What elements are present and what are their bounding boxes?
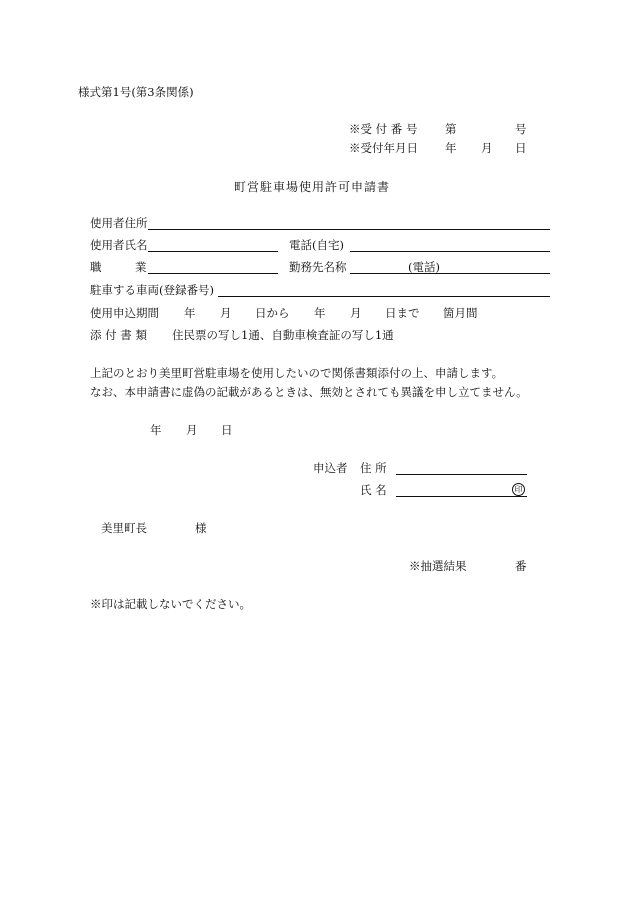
seal-mark: 印 [512,483,525,496]
statement-line-1: 上記のとおり美里町営駐車場を使用したいので関係書類添付の上、申請します。 [90,366,504,380]
application-year: 年 [150,423,162,437]
addressee-honorific: 様 [195,521,207,535]
workplace-line[interactable] [350,273,550,274]
reception-date-day: 日 [515,141,527,155]
job-label-2: 業 [135,260,147,274]
address-label: 使用者住所 [90,216,148,230]
vehicle-line[interactable] [218,296,550,297]
period-month-2: 月 [350,306,362,320]
lottery-ban: 番 [515,559,527,573]
job-line[interactable] [148,273,278,274]
name-label: 使用者氏名 [90,238,148,252]
period-year-2: 年 [314,306,326,320]
attachments-value: 住民票の写し1通、自動車検査証の写し1通 [172,328,394,342]
phone-home-line[interactable] [350,251,550,252]
job-label-1: 職 [90,260,102,274]
reception-number-label: ※受 付 番 号 [349,122,418,136]
phone-home-label: 電話(自宅) [289,238,344,252]
document-title: 町営駐車場使用許可申請書 [234,180,391,194]
workplace-label: 勤務先名称 [289,260,347,274]
reception-date-year: 年 [445,141,457,155]
lottery-label: ※抽選結果 [409,559,467,573]
period-to: 日まで [385,306,420,320]
attachments-label: 添 付 書 類 [90,328,147,342]
addressee-name: 美里町長 [101,521,147,535]
applicant-address-line[interactable] [396,474,527,475]
address-line[interactable] [148,229,550,230]
applicant-label: 申込者 [313,461,348,475]
application-day: 日 [221,423,233,437]
footnote: ※印は記載しないでください。 [90,597,251,611]
applicant-name-line[interactable] [396,496,527,497]
name-line[interactable] [148,251,278,252]
period-label: 使用申込期間 [90,306,159,320]
applicant-name-label: 氏 名 [360,483,387,497]
period-from: 日から [255,306,290,320]
reception-number-dai: 第 [445,122,457,136]
period-months: 箇月間 [443,306,478,320]
reception-date-label: ※受付年月日 [349,141,418,155]
application-month: 月 [186,423,198,437]
form-number: 様式第1号(第3条関係) [78,85,194,99]
period-month-1: 月 [220,306,232,320]
workplace-phone-label: (電話) [408,260,440,274]
reception-date-month: 月 [481,141,493,155]
vehicle-label: 駐車する車両(登録番号) [90,283,214,297]
statement-line-2: なお、本申請書に虚偽の記載があるときは、無効とされても異議を申し立てません。 [90,385,528,399]
period-year-1: 年 [184,306,196,320]
reception-number-go: 号 [515,122,527,136]
applicant-address-label: 住 所 [360,461,387,475]
